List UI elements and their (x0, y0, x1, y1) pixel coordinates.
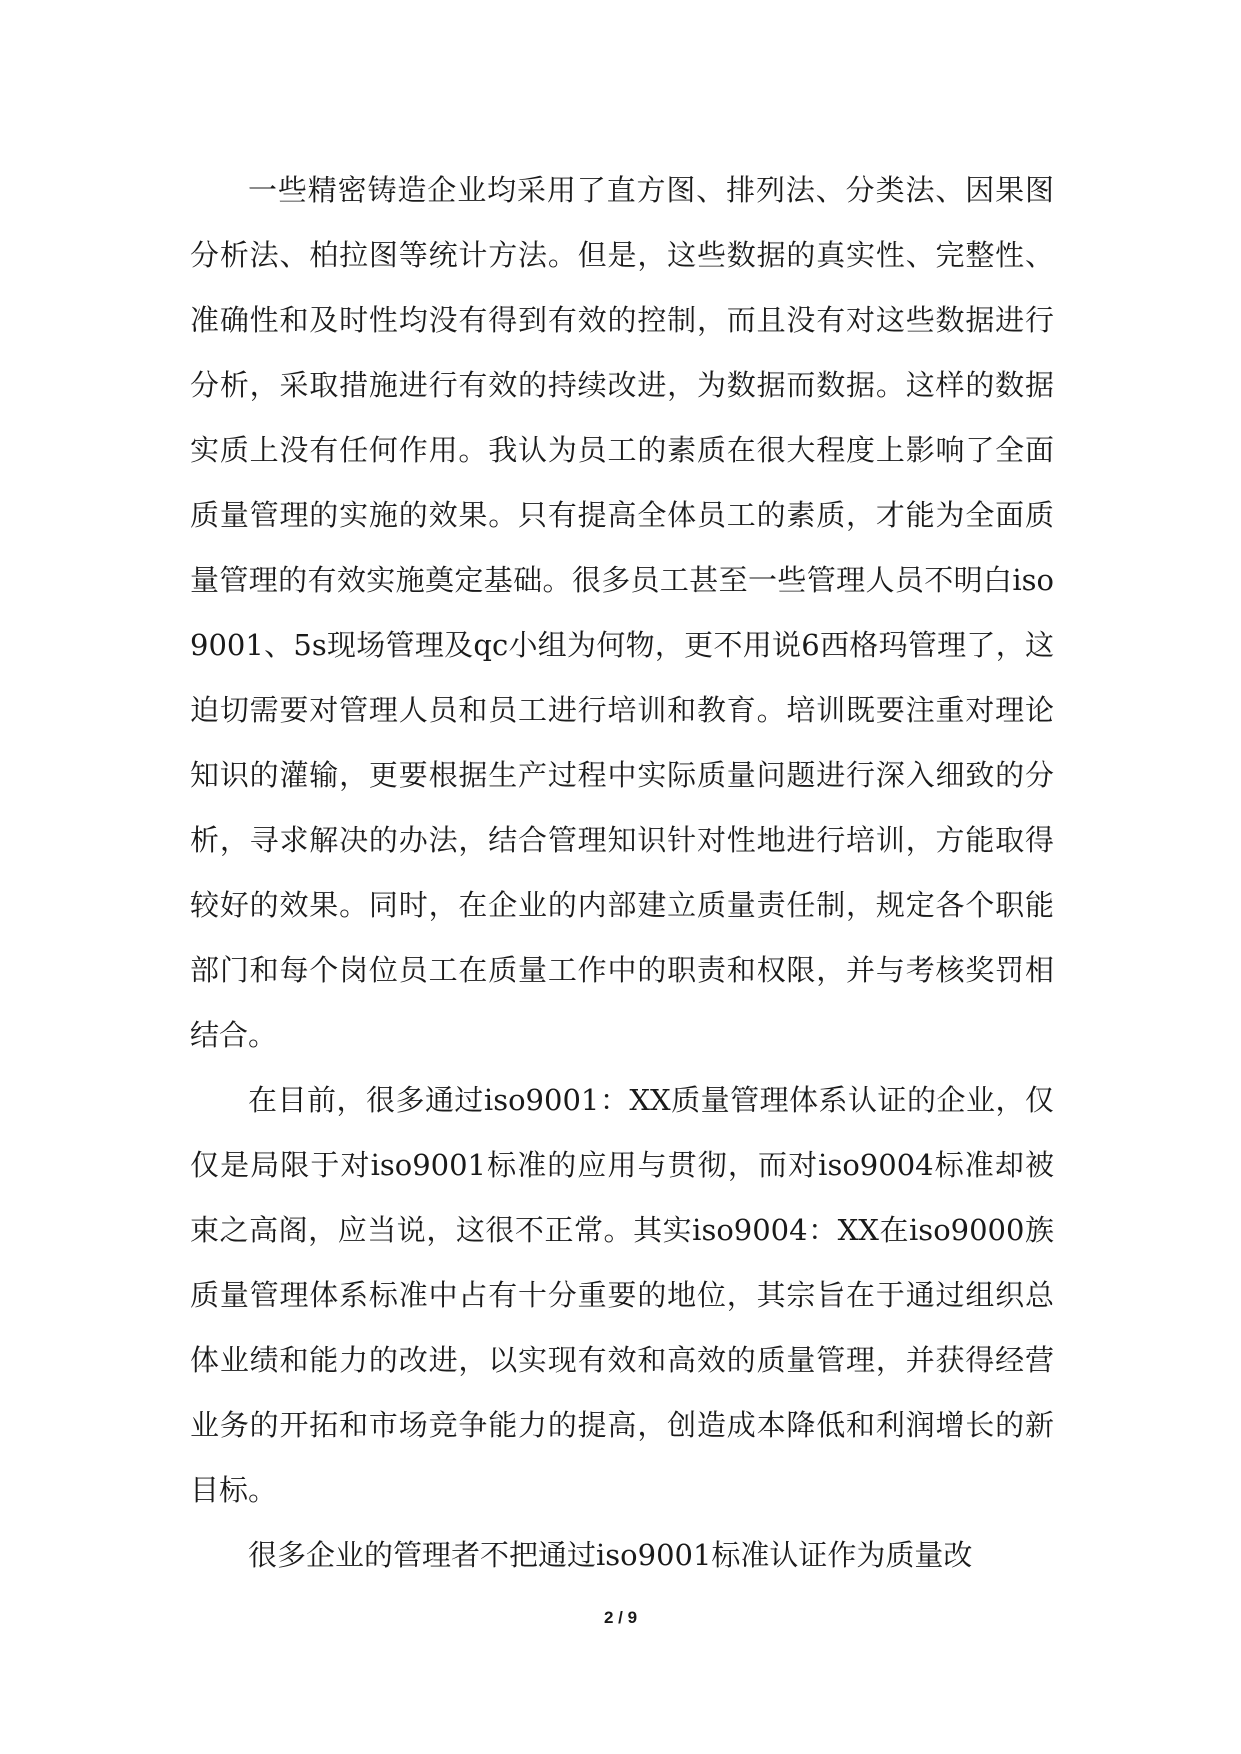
paragraph-3: 很多企业的管理者不把通过iso9001标准认证作为质量改 (248, 1538, 973, 1572)
paragraph-2: 在目前，很多通过iso9001：XX质量管理体系认证的企业，仅仅是局限于对iso9001标准的应用与贯彻，而对iso9004标准却被束之高阁，应当说，这很不正常。其实iso9004：XX在iso9000族质量管理体系标准中占有十分重要的地位，其宗旨在于通过组织总体业绩和能力的改进，以实现有效和高效的质量管理，并获得经营业务的开拓和市场竞争能力的提高，创造成本降低和利润增长的新目标。 (190, 1083, 1054, 1507)
paragraph-1: 一些精密铸造企业均采用了直方图、排列法、分类法、因果图分析法、柏拉图等统计方法。但是，这些数据的真实性、完整性、准确性和及时性均没有得到有效的控制，而且没有对这些数据进行分析，采取措施进行有效的持续改进，为数据而数据。这样的数据实质上没有任何作用。我认为员工的素质在很大程度上影响了全面质量管理的实施的效果。只有提高全体员工的素质，才能为全面质量管理的有效实施奠定基础。很多员工甚至一些管理人员不明白iso9001、5s现场管理及qc小组为何物，更不用说6西格玛管理了，这迫切需要对管理人员和员工进行培训和教育。培训既要注重对理论知识的灌输，更要根据生产过程中实际质量问题进行深入细致的分析，寻求解决的办法，结合管理知识针对性地进行培训，方能取得较好的效果。同时，在企业的内部建立质量责任制，规定各个职能部门和每个岗位员工在质量工作中的职责和权限，并与考核奖罚相结合。 (190, 173, 1054, 1052)
body-text (190, 158, 1054, 1588)
page-number: 2 / 9 (603, 1608, 638, 1627)
